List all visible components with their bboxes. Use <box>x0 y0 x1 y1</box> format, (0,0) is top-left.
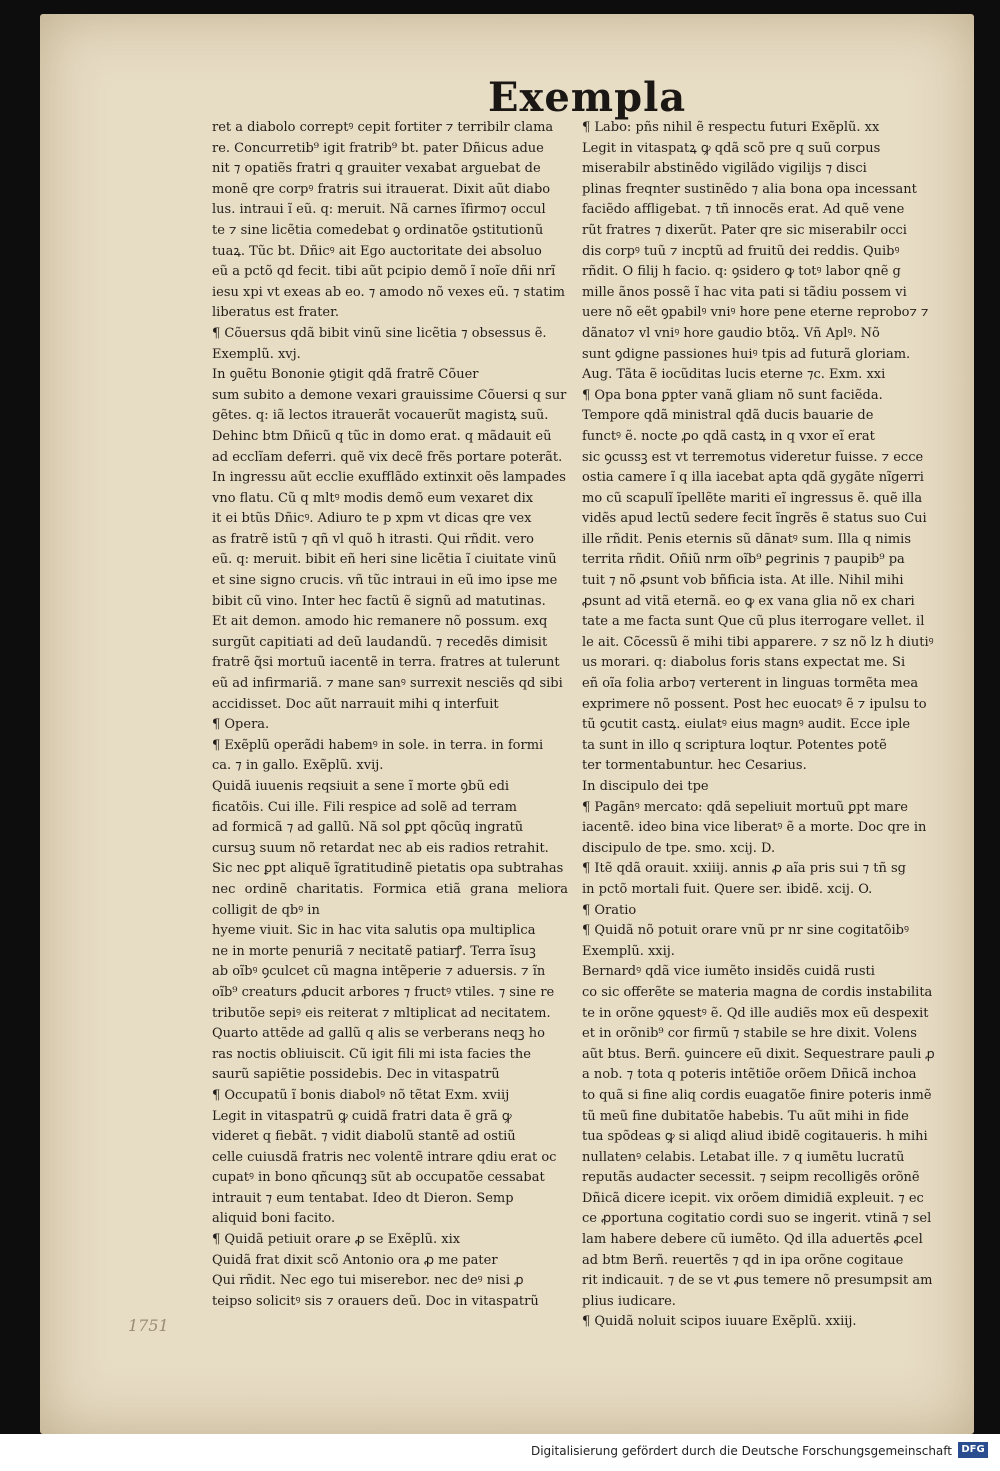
text-line: ¶ Labo: pñs nihil ẽ respectu futuri Exẽplũ. xx <box>582 120 880 135</box>
text-line: faciẽdo affligebat. ⁊ tñ innocẽs erat. Ad quẽ vene <box>582 202 905 218</box>
text-line: te in orõne ꝯquestꝰ ẽ. Qd ille audiẽs mox eũ despexit <box>582 1005 929 1021</box>
text-line: ¶ Quidã petiuit orare ꝓ se Exẽplũ. xix <box>212 1232 461 1248</box>
text-line: rũt fratres ⁊ dixerũt. Pater qre sic miserabilr occi <box>582 222 907 238</box>
text-line: fratrẽ q̃si mortuũ iacentẽ in terra. fratres at tulerunt <box>212 655 560 671</box>
text-line: Et ait demon. amodo hic remanere nõ possum. exq <box>212 614 548 630</box>
text-line: Aug. Tãta ẽ iocũditas lucis eterne ⁊c. Exm. xxi <box>582 367 886 383</box>
text-line: te ⁊ sine licẽtia comedebat ꝯ ordinatõe ꝯstitutionũ <box>212 222 544 238</box>
footer-credit: Digitalisierung gefördert durch die Deutsche Forschungsgemeinschaft <box>530 1444 952 1458</box>
text-line: ta sunt in illo q scriptura loqtur. Potentes potẽ <box>582 737 887 753</box>
text-line: vidẽs apud lectũ sedere fecit ĩngrẽs ẽ status suo Cui <box>582 511 927 527</box>
text-line: discipulo de tpe. smo. xcij. D. <box>582 840 776 856</box>
left-text-column <box>212 118 568 1312</box>
text-line: nit ⁊ opatiẽs fratri q grauiter vexabat arguebat de <box>212 161 541 177</box>
text-line: lus. intraui ĩ eũ. q: meruit. Nã carnes ĩfirmo⁊ occul <box>212 202 546 218</box>
text-line: ficatõis. Cui ille. Fili respice ad solẽ ad terram <box>212 799 517 815</box>
text-line: nec ordinẽ charitatis. Formica etiã grana meliora colligit de qbꝰ in <box>212 881 568 918</box>
text-line: plius iudicare. <box>582 1293 676 1309</box>
text-line: Exemplũ. xvj. <box>212 346 301 362</box>
text-line: mille ãnos possẽ ĩ hac vita pati si tãdiu possem vi <box>582 284 907 300</box>
text-line: le ait. Cõcessũ ẽ mihi tibi apparere. ⁊ sz nõ lz h diutiꝰ <box>582 634 934 650</box>
text-line: tate a me facta sunt Que cũ plus iterrogare vellet. il <box>582 614 925 630</box>
text-line: ad formicã ⁊ ad gallũ. Nã sol ꝑpt qõcũq ingratũ <box>212 820 524 836</box>
text-line: Quidã iuuenis reqsiuit a sene ĩ morte ꝯbũ edi <box>212 779 510 794</box>
text-line: hyeme viuit. Sic in hac vita salutis opa multiplica <box>212 923 536 939</box>
text-line: miserabilr abstinẽdo vigilãdo vigilijs ⁊ disci <box>582 161 867 177</box>
text-line: In ꝯuẽtu Bononie ꝯtigit qdã fratrẽ Cõuer <box>212 367 479 383</box>
text-line: Quarto attẽde ad gallũ q alis se verberans neqꝫ ho <box>212 1026 545 1042</box>
text-line: ¶ Occupatũ ĩ bonis diabolꝰ nõ tẽtat Exm. xviij <box>212 1087 510 1103</box>
text-line: surgũt capitiati ad deũ laudandũ. ⁊ recedẽs dimisit <box>212 634 548 650</box>
text-line: cupatꝰ in bono qñcunqꝫ sũt ab occupatõe cessabat <box>212 1170 545 1186</box>
text-line: in pctõ mortali fuit. Quere ser. ibidẽ. xcij. O. <box>582 881 873 897</box>
text-line: ad ecclĩam deferri. quẽ vix decẽ frẽs portare poterãt. <box>212 449 563 465</box>
text-line: a nob. ⁊ tota q poteris intẽtiõe orõem Dñicã inchoa <box>582 1067 917 1083</box>
text-line: ce ꝓportuna cogitatio cordi suo se ingerit. vtinã ⁊ sel <box>582 1211 932 1227</box>
text-line: bibit cũ vino. Inter hec factũ ẽ signũ ad matutinas. <box>212 593 546 609</box>
text-line: ¶ Itẽ qdã orauit. xxiiij. annis ꝓ aĩa pris sui ⁊ tñ sg <box>582 861 906 877</box>
text-line: dis corpꝰ tuũ ⁊ incptũ ad fruitũ dei reddis. Quibꝰ <box>582 243 900 259</box>
text-line: videret q fiebãt. ⁊ vidit diabolũ stantẽ ad ostiũ <box>212 1129 516 1145</box>
text-line: Legit in vitaspatꝝ ꝙ qdã scõ pre q suũ corpus <box>582 140 881 156</box>
text-line: ¶ Oratio <box>582 902 637 918</box>
text-line: cursuꝫ suum nõ retardat nec ab eis radios retrahit. <box>212 840 549 856</box>
text-line: intrauit ⁊ eum tentabat. Ideo dt Dieron. Semp <box>212 1190 514 1206</box>
text-line: et sine signo crucis. vñ tũc intraui in eũ imo ipse me <box>212 573 558 589</box>
text-line: tũ ꝯcutit castꝝ. eiulatꝰ eius magnꝰ audit. Ecce iple <box>582 717 911 733</box>
text-line: Dehinc btm Dñicũ q tũc in domo erat. q mãdauit eũ <box>212 428 552 444</box>
text-line: it ei btũs Dñicꝰ. Adiuro te p xpm vt dicas qre vex <box>212 511 532 527</box>
text-line: re. Concurretib⁹ igit fratrib⁹ bt. pater Dñicus adue <box>212 140 544 156</box>
text-line: monẽ qre corpꝰ fratris sui itrauerat. Dixit aũt diabo <box>212 181 551 197</box>
text-line: sum subito a demone vexari grauissime Cõuersi q sur <box>212 387 567 403</box>
text-line: dãnato⁊ vl vniꝰ hore gaudio btõꝝ. Vñ Aplꝰ. Nõ <box>582 325 880 341</box>
text-line: Quidã frat dixit scõ Antonio ora ꝓ me pater <box>212 1252 498 1268</box>
text-line: accidisset. Doc aũt narrauit mihi q interfuit <box>212 696 499 712</box>
page-header-title: Exempla <box>488 74 687 121</box>
text-line: mo cũ scapulĩ ĩpellẽte mariti eĩ ingressus ẽ. quẽ illa <box>582 490 923 506</box>
text-line: ca. ⁊ in gallo. Exẽplũ. xvij. <box>212 758 384 774</box>
text-line: tuit ⁊ nõ ꝓsunt vob bñficia ista. At ille. Nihil mihi <box>582 573 904 589</box>
text-line: ¶ Quidã noluit scipos iuuare Exẽplũ. xxiij. <box>582 1314 857 1330</box>
text-line: co sic offerẽte se materia magna de cordis instabilita <box>582 984 933 1000</box>
text-line: ostia camere ĩ q illa iacebat apta qdã gygãte nĩgerri <box>582 470 924 486</box>
text-line: nullatenꝰ celabis. Letabat ille. ⁊ q iumẽtu lucratũ <box>582 1149 905 1165</box>
text-line: iesu xpi vt exeas ab eo. ⁊ amodo nõ vexes eũ. ⁊ statim <box>212 284 565 300</box>
text-line: saurũ sapiẽtie possidebis. Dec in vitaspatrũ <box>212 1067 500 1083</box>
text-line: aliquid boni facito. <box>212 1211 336 1227</box>
text-line: ter tormentabuntur. hec Cesarius. <box>582 758 807 774</box>
text-line: tũ meũ fine dubitatõe habebis. Tu aũt mihi in fide <box>582 1108 909 1124</box>
text-line: as fratrẽ istũ ⁊ qñ vl quõ h itrasti. Qui rñdit. vero <box>212 531 534 547</box>
text-line: Bernardꝰ qdã vice iumẽto insidẽs cuidã rusti <box>582 964 875 980</box>
text-line: us morari. q: diabolus foris stans expectat me. Si <box>582 655 906 671</box>
handwritten-marginalia: 1751 <box>128 1316 169 1335</box>
text-line: ¶ Quidã nõ potuit orare vnũ pr nr sine cogitatõibꝰ <box>582 923 909 939</box>
text-line: ille rñdit. Penis eternis sũ dãnatꝰ sum. Illa q nimis <box>582 531 912 547</box>
text-line: sic ꝯcussꝫ est vt terremotus videretur fuisse. ⁊ ecce <box>582 449 924 465</box>
text-line: tuaꝝ. Tũc bt. Dñicꝰ ait Ego auctoritate dei absoluo <box>212 243 542 259</box>
text-line: tributõe sepiꝰ eis reiterat ⁊ mltiplicat ad necitatem. <box>212 1005 551 1021</box>
text-line: eũ ad infirmariã. ⁊ mane sanꝰ surrexit nesciẽs qd sibi <box>212 676 563 692</box>
text-line: to quã si fine aliq cordis euagatõe finire poteris inmẽ <box>582 1087 932 1103</box>
text-line: oĩb⁹ creaturs ꝓducit arbores ⁊ fructꝰ vtiles. ⁊ sine re <box>212 984 555 1000</box>
text-line: eũ. q: meruit. bibit eñ heri sine licẽtia ĩ ciuitate vinũ <box>212 552 557 568</box>
text-line: tua spõdeas ꝙ si aliqd aliud ibidẽ cogitaueris. h mihi <box>582 1129 928 1145</box>
text-line: et in orõnib⁹ cor firmũ ⁊ stabile se hre dixit. Volens <box>582 1026 917 1042</box>
text-line: ret a diabolo correptꝰ cepit fortiter ⁊ terribilr clama <box>212 120 554 135</box>
text-line: uere nõ eẽt ꝯpabilꝰ vniꝰ hore pene eterne reprobo⁊ ⁊ <box>582 305 929 321</box>
text-line: functꝰ ẽ. nocte ꝓo qdã castꝝ in q vxor eĩ erat <box>582 428 875 444</box>
dfg-logo: DFG <box>958 1442 988 1458</box>
text-line: ¶ Cõuersus qdã bibit vinũ sine licẽtia ⁊ obsessus ẽ. <box>212 325 547 341</box>
text-line: In ingressu aũt ecclie exufflãdo extinxit oẽs lampades <box>212 470 566 486</box>
text-line: eñ oĩa folia arbo⁊ verterent in linguas tormẽta mea <box>582 676 919 692</box>
text-line: plinas freqnter sustinẽdo ⁊ alia bona opa incessant <box>582 181 917 197</box>
text-line: ¶ Opera. <box>212 717 270 733</box>
text-line: exprimere nõ possent. Post hec euocatꝰ ẽ ⁊ ipulsu to <box>582 696 927 712</box>
text-line: ꝓsunt ad vitã eternã. eo ꝙ ex vana glia nõ ex chari <box>582 593 915 609</box>
text-line: aũt btus. Berñ. ꝯuincere eũ dixit. Sequestrare pauli ꝓ <box>582 1046 935 1062</box>
text-line: iacentẽ. ideo bina vice liberatꝰ ẽ a morte. Doc qre in <box>582 820 927 836</box>
text-line: In discipulo dei tpe <box>582 779 709 794</box>
text-line: liberatus est frater. <box>212 305 340 321</box>
text-line: ad btm Berñ. reuertẽs ⁊ qd in ipa orõne cogitaue <box>582 1252 904 1268</box>
text-line: Tempore qdã ministral qdã ducis bauarie de <box>582 408 874 424</box>
text-line: reputãs audacter secessit. ⁊ seipm recolligẽs orõnẽ <box>582 1170 920 1186</box>
text-line: vno flatu. Cũ q mltꝰ modis demõ eum vexaret dix <box>212 490 534 506</box>
text-line: ¶ Exẽplũ operãdi habemꝰ in sole. in terra. in formi <box>212 737 544 753</box>
text-line: ne in morte penuriã ⁊ necitatẽ patiarꝭ. Terra ĩsuꝫ <box>212 943 536 959</box>
text-line: ¶ Pagãnꝰ mercato: qdã sepeliuit mortuũ ꝑpt mare <box>582 799 908 815</box>
text-line: Qui rñdit. Nec ego tui miserebor. nec deꝰ nisi ꝓ <box>212 1273 524 1289</box>
text-line: Legit in vitaspatrũ ꝙ cuidã fratri data ẽ grã ꝙ <box>212 1108 512 1124</box>
right-text-column <box>582 118 942 1333</box>
text-line: gẽtes. q: iã lectos itrauerãt vocauerũt magistꝝ suũ. <box>212 408 549 424</box>
text-line: celle cuiusdã fratris nec volentẽ intrare qdiu erat oc <box>212 1149 557 1165</box>
text-line: lam habere debere cũ iumẽto. Qd illa aduertẽs ꝓcel <box>582 1232 923 1248</box>
text-line: rñdit. O filij h facio. q: ꝯsidero ꝙ totꝰ labor qnẽ g <box>582 264 901 280</box>
text-line: eũ a pctõ qd fecit. tibi aũt pcipio demõ ĩ noĩe dñi nrĩ <box>212 264 556 280</box>
text-line: sunt ꝯdigne passiones huiꝰ tpis ad futurã gloriam. <box>582 346 911 362</box>
text-line: ¶ Opa bona ꝑpter vanã gliam nõ sunt faciẽda. <box>582 387 883 403</box>
text-line: ras noctis obliuiscit. Cũ igit fili mi ista facies the <box>212 1046 531 1062</box>
text-line: rit indicauit. ⁊ de se vt ꝓus temere nõ presumpsit am <box>582 1273 933 1289</box>
text-line: territa rñdit. Oñiũ nrm oĩb⁹ ꝑegrinis ⁊ paupib⁹ pa <box>582 552 905 568</box>
text-line: Dñicã dicere icepit. vix orõem dimidiã expleuit. ⁊ ec <box>582 1190 924 1206</box>
text-line: ab oĩbꝰ ꝯculcet cũ magna intẽperie ⁊ aduersis. ⁊ ĩn <box>212 964 546 980</box>
text-line: Sic nec ꝑpt aliquẽ ĩgratitudinẽ pietatis opa subtrahas <box>212 861 564 877</box>
text-line: teipso solicitꝰ sis ⁊ orauers deũ. Doc in vitaspatrũ <box>212 1293 539 1309</box>
text-line: Exemplũ. xxij. <box>582 943 675 959</box>
footer-bar <box>0 1434 1000 1471</box>
